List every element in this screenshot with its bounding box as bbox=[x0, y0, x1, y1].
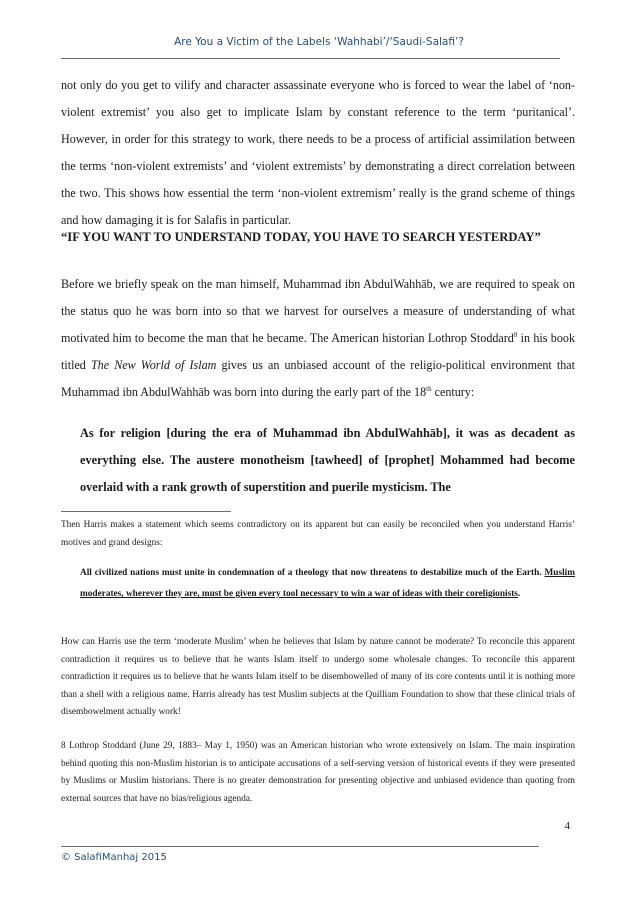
body-paragraph bbox=[61, 271, 575, 406]
footnote-quote-underlined: Muslim moderates, wherever they are, must be given every tool necessary to win a war of ideas with their coreligionists bbox=[80, 568, 575, 599]
footnote-quote bbox=[80, 563, 575, 605]
header-divider bbox=[61, 58, 560, 59]
footnote-8-text: Lothrop Stoddard (June 29, 1883– May 1, 1950) was an American historian who wrote extensively on Islam. The main inspiration behind quoting this non-Muslim historian is to anticipate accusations of a self-serving version of historical events if they were presented by Muslims or Muslim historians. There is no greater demonstration for presenting objective and unbiased evidence than quoting from external sources that have no bias/religious agenda. bbox=[61, 741, 575, 804]
footnote-ref-8[interactable]: 8 bbox=[513, 330, 518, 339]
block-quote: As for religion [during the era of Muhammad ibn AbdulWahhāb], it was as decadent as everything else. The austere monotheism [tawheed] of [prophet] Mohammed had become overlaid with a rank growth of superstition and puerile mysticism. The bbox=[80, 426, 575, 494]
body-text-part2: in his book titled bbox=[61, 331, 575, 372]
intro-paragraph bbox=[61, 72, 575, 234]
section-heading: “IF YOU WANT TO UNDERSTAND TODAY, YOU HAVE TO SEARCH YESTERDAY” bbox=[61, 230, 541, 244]
footer-divider bbox=[61, 846, 539, 847]
footer-copyright: © SalafiManhaj 2015 bbox=[61, 852, 167, 863]
footnote-continuation-intro: Then Harris makes a statement which seems contradictory on its apparent but can easily be reconciled when you understand Harris’ motives and grand designs: bbox=[61, 520, 575, 548]
body-text-part4: century: bbox=[431, 385, 475, 399]
footnote-separator bbox=[61, 511, 231, 512]
running-header: Are You a Victim of the Labels ‘Wahhabi’/‘Saudi-Salafi’? bbox=[174, 36, 464, 48]
page-number: 4 bbox=[564, 820, 570, 832]
footnote-quote-plain: All civilized nations must unite in condemnation of a theology that now threatens to destabilize much of the Earth. bbox=[80, 568, 542, 578]
book-title: The New World of Islam bbox=[90, 358, 217, 372]
intro-paragraph-text: not only do you get to vilify and character assassinate everyone who is forced to wear the label of ‘non-violent extremist’ you also get to implicate Islam by constant reference to the term ‘puritanical’. However, in order for this strategy to work, there needs to be a process of artificial assimilation between the terms ‘non-violent extremists’ and ‘violent extremists’ by demonstrating a direct correlation between the two. This shows how essential the term ‘non-violent extremism’ really is the grand scheme of things and how damaging it is for Salafis in particular. bbox=[61, 78, 575, 227]
body-text-part1: Before we briefly speak on the man himself, Muhammad ibn AbdulWahhāb, we are required to speak on the status quo he was born into so that we harvest for ourselves a measure of understanding of what motivated him to become the man that he became. The American historian Lothrop Stoddard bbox=[61, 277, 575, 345]
body-text-part3: gives us an unbiased account of the religio-political environment that Muhammad ibn AbdulWahhāb was born into during the early part of the 18 bbox=[61, 358, 575, 399]
footnote-8-number: 8 bbox=[61, 741, 66, 751]
footnote-8 bbox=[61, 738, 575, 808]
footnote-continuation-body: How can Harris use the term ‘moderate Muslim’ when he believes that Islam by nature cannot be moderate? To reconcile this apparent contradiction it requires us to believe that he wants Islam itself to undergo some wholesale changes. To reconcile this apparent contradiction it requires us to believe that he wants Islam itself to be disembowelled of many of its core contents until it is nothing more than a shell with a religious name. Harris already has test Muslim subjects at the Quilliam Foundation to show that these clinical trials of disembowelment actually work! bbox=[61, 637, 575, 717]
footnote-quote-end: . bbox=[517, 589, 521, 599]
ordinal-suffix: th bbox=[426, 384, 432, 393]
